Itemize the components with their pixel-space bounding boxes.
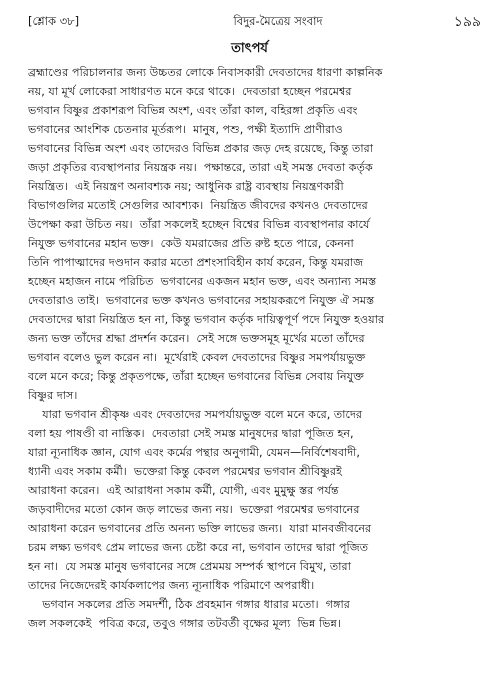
text-line: জন্য ভক্ত তাঁদের শ্রদ্ধা প্রদর্শন করেন। সেই সঙ্গে ভক্তসমূহ মূর্খের মতো তাঁদের bbox=[28, 332, 365, 345]
text-line: যারা ন্যূনাধিক জ্ঞান, যোগ এবং কর্মের পন্থার অনুগামী, যেমন—নির্বিশেষবাদী, bbox=[28, 446, 360, 459]
text-line: হচ্ছেন মহাজন নামে পরিচিত ভগবানের একজন মহান ভক্ত, এবং অন্যান্য সমস্ত bbox=[28, 275, 377, 288]
purport-text bbox=[28, 63, 478, 633]
text-line: বিষ্ণুর দাস। bbox=[28, 389, 78, 402]
text-line: উপেক্ষা করা উচিত নয়। তাঁরা সকলেই হচ্ছেন বিশ্বের বিভিন্ন ব্যবস্থাপনার কার্যে bbox=[28, 218, 370, 231]
text-line: বলা হয় পাষণ্ডী বা নাস্তিক। দেবতারা সেই সমস্ত মানুষদের দ্বারা পূজিত হন, bbox=[28, 427, 354, 440]
text-line: জড়া প্রকৃতির ব্যবস্থাপনার নিয়ন্ত্রক নয়। পক্ষান্তরে, তারা এই সমস্ত দেবতা কর্তৃক bbox=[28, 161, 373, 174]
text-line: তিনি পাপাত্মাদের দণ্ডদান করার মতো প্রশংসাবিহীন কার্য করেন, কিন্তু যমরাজ bbox=[28, 256, 364, 269]
text-line: বলে মনে করে; কিন্তু প্রকৃতপক্ষে, তাঁরা হচ্ছেন ভগবানের বিভিন্ন সেবায় নিযুক্ত bbox=[28, 370, 364, 383]
text-line: দেবতারাও তাই। ভগবানের ভক্ত কখনও ভগবানের সহায়করূপে নিযুক্ত ঐ সমস্ত bbox=[28, 294, 375, 307]
text-line: নিয়ন্ত্রিত। এই নিয়ন্ত্রণ অনাবশ্যক নয়; আধুনিক রাষ্ট্র ব্যবস্থায় নিয়ন্ত্রণকারী bbox=[28, 180, 344, 193]
text-line: ব্রহ্মাণ্ডের পরিচালনার জন্য উচ্চতর লোকে নিবাসকারী দেবতাদের ধারণা কাল্পনিক bbox=[28, 66, 383, 79]
text-line: বিভাগগুলির মতোই সেগুলির আবশ্যক। নিয়ন্ত্রিত জীবদের কখনও দেবতাদের bbox=[28, 199, 368, 212]
text-line: ভগবানের আংশিক চেতনার মূর্তরূপ। মানুষ, পশু, পক্ষী ইত্যাদি প্রাণীরাও bbox=[28, 123, 343, 136]
text-line: আরাধনা করেন। এই আরাধনা সকাম কর্মী, যোগী, এবং মুমুক্ষু স্তর পর্যন্ত bbox=[28, 484, 339, 497]
text-line: নিযুক্ত ভগবানের মহান ভক্ত। কেউ যমরাজের প্রতি রুষ্ট হতে পারে, কেননা bbox=[28, 237, 354, 250]
text-line: ধ্যানী এবং সকাম কর্মী। ভক্তেরা কিন্তু কেবল পরমেশ্বর ভগবান শ্রীবিষ্ণুরই bbox=[28, 465, 342, 478]
text-line: ভগবান সকলের প্রতি সমদর্শী, ঠিক প্রবহমান গঙ্গার ধারার মতো। গঙ্গার bbox=[28, 598, 350, 611]
text-line: জড়বাদীদের মতো কোন জড় লাভের জন্য নয়। ভক্তেরা পরমেশ্বর ভগবানের bbox=[28, 503, 360, 516]
chapter-title: বিদুর-মৈত্রেয় সংবাদ bbox=[233, 14, 323, 28]
running-header bbox=[28, 9, 481, 29]
text-line: নয়, যা মূর্খ লোকেরা সাধারণত মনে করে থাকে। দেবতারা হচ্ছেন পরমেশ্বর bbox=[28, 85, 352, 98]
page-number: ১৯৯ bbox=[453, 14, 481, 30]
section-title: তাৎপর্য bbox=[231, 41, 268, 56]
text-line: দেবতাদের দ্বারা নিয়ন্ত্রিত হন না, কিন্তু ভগবান কর্তৃক দায়িত্বপূর্ণ পদে নিযুক্ত হওয়ার bbox=[28, 313, 385, 326]
text-line: তাদের নিজেদেরই কার্যকলাপের জন্য ন্যূনাধিক পরিমাণে অপরাধী। bbox=[28, 579, 315, 592]
text-line: ভগবান বিষ্ণুর প্রকাশরূপ বিভিন্ন অংশ, এবং তাঁরা কাল, বহিরঙ্গা প্রকৃতি এবং bbox=[28, 104, 358, 117]
text-line: জল সকলকেই পবিত্র করে, তবুও গঙ্গার তটবর্তী বৃক্ষের মূল্য ভিন্ন ভিন্ন। bbox=[28, 617, 341, 630]
text-line: আরাধনা করেন ভগবানের প্রতি অনন্য ভক্তি লাভের জন্য। যারা মানবজীবনের bbox=[28, 522, 372, 535]
verse-reference: [শ্লোক ৩৮] bbox=[28, 14, 80, 28]
text-line: ভগবান বলেও ভুল করেন না। মূর্খেরাই কেবল দেবতাদের বিষ্ণুর সমপর্যায়ভুক্ত bbox=[28, 351, 366, 364]
text-line: চরম লক্ষ্য ভগবৎ প্রেম লাভের জন্য চেষ্টা করে না, ভগবান তাদের দ্বারা পূজিত bbox=[28, 541, 369, 554]
text-line: যারা ভগবান শ্রীকৃষ্ণ এবং দেবতাদের সমপর্যায়ভুক্ত বলে মনে করে, তাদের bbox=[28, 408, 362, 421]
text-line: হন না। যে সমস্ত মানুষ ভগবানের সঙ্গে প্রেমময় সম্পর্ক স্থাপনে বিমুখ, তারা bbox=[28, 560, 351, 573]
text-line: ভগবানের বিভিন্ন অংশ এবং তাদেরও বিভিন্ন প্রকার জড় দেহ রয়েছে, কিন্তু তারা bbox=[28, 142, 374, 155]
